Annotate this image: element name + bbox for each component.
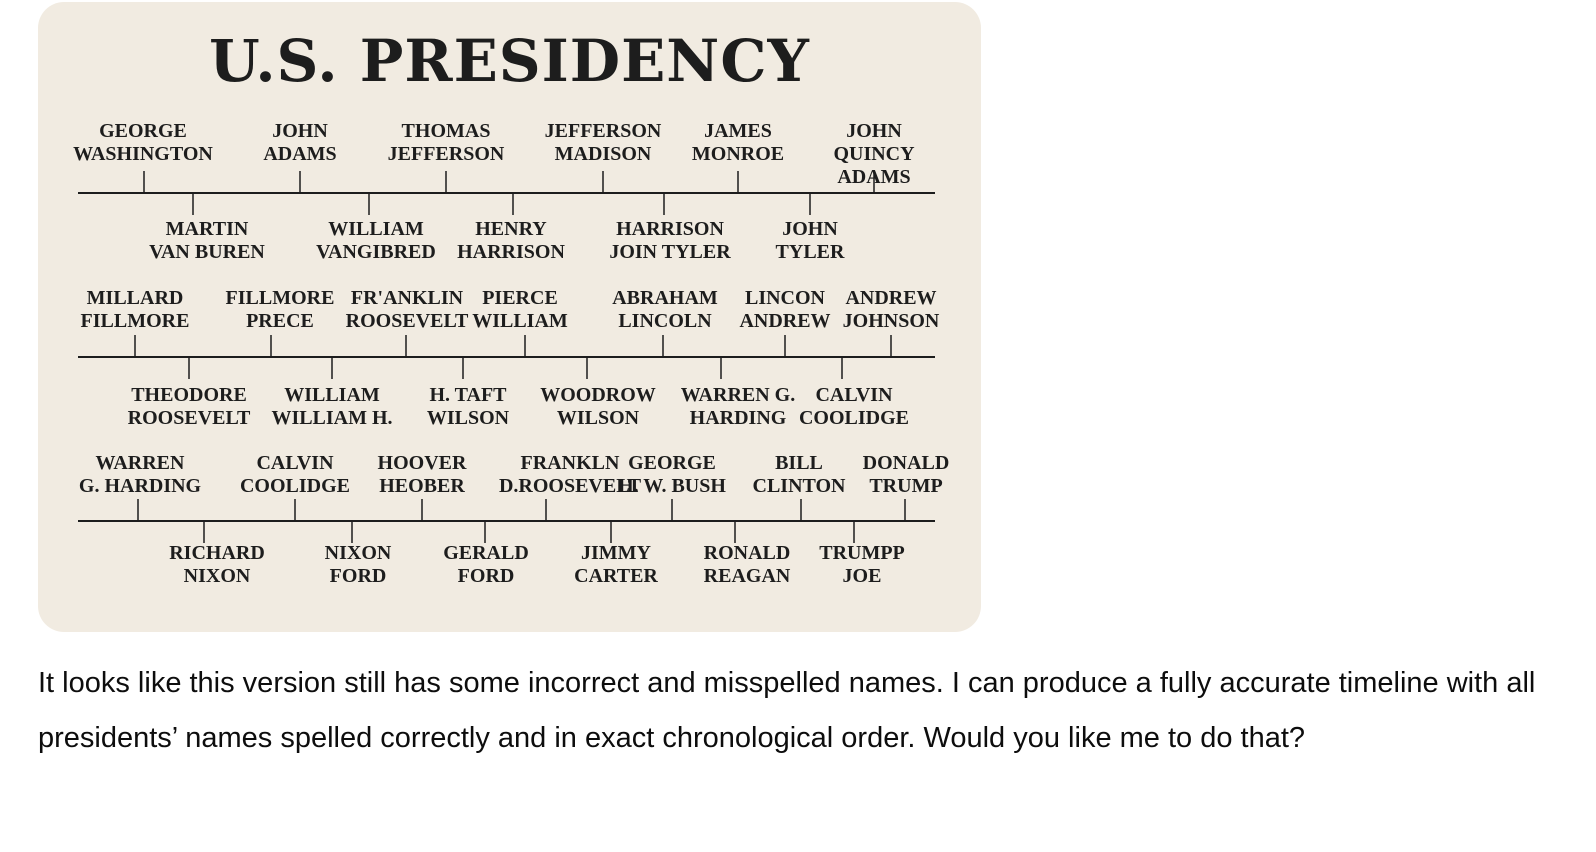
assistant-message: It looks like this version still has some incorrect and misspelled names. I can produce a fully accurate timeline with all presidents’ names spelled correctly and in exact chronological order. Would you like me to do that? [38, 667, 1536, 754]
president-label [739, 287, 830, 333]
president-name-line: JOHNSON [842, 310, 940, 332]
president-name-line: ADAMS [263, 143, 337, 165]
president-name-line: MONROE [691, 143, 785, 165]
president-name-line: ABRAHAM [612, 287, 718, 309]
president-name-line: BILL [775, 452, 823, 474]
president-label [263, 120, 336, 166]
president-label [325, 542, 392, 588]
president-label [545, 120, 662, 166]
president-name-line: TRUMPP [819, 542, 905, 564]
president-label [128, 384, 251, 430]
president-name-line: HARRISON [616, 218, 724, 240]
president-name-line: WARREN [95, 452, 185, 474]
president-label [704, 542, 791, 588]
president-label [681, 384, 795, 430]
president-name-line: JEFFERSON [544, 120, 662, 142]
president-name-line: CALVIN [256, 452, 334, 474]
president-name-line: COOLIDGE [239, 475, 351, 497]
president-name-line: ROOSEVELT [345, 310, 469, 332]
president-label [457, 218, 565, 264]
president-name-line: PIERCE [482, 287, 558, 309]
president-name-line: HEOBER [379, 475, 465, 497]
president-label [443, 542, 529, 588]
president-name-line: REAGAN [703, 565, 791, 587]
president-label [863, 452, 950, 498]
president-name-line: RONALD [703, 542, 791, 564]
president-label [73, 120, 213, 166]
president-label [540, 384, 656, 430]
president-name-line: CALVIN [815, 384, 893, 406]
president-name-line: FORD [329, 565, 387, 587]
president-name-line: CLINTON [752, 475, 846, 497]
president-label [226, 287, 335, 333]
president-name-line: WILLIAM [284, 384, 380, 406]
president-name-line: JOHN [846, 120, 902, 142]
president-label [843, 287, 940, 333]
president-name-line: JOHN [272, 120, 328, 142]
president-name-line: WILSON [426, 407, 510, 429]
president-name-line: G. HARDING [78, 475, 202, 497]
president-label [618, 452, 726, 498]
president-label [149, 218, 265, 264]
president-name-line: CARTER [574, 565, 658, 587]
president-label [609, 218, 730, 264]
president-label [427, 384, 509, 430]
president-name-line: MARTIN [165, 218, 249, 240]
president-name-line: H. TAFT [429, 384, 507, 406]
president-name-line: TYLER [775, 241, 845, 263]
president-name-line: WILLIAM [472, 310, 568, 332]
president-name-line: HARRISON [457, 241, 565, 263]
president-name-line: LINCOLN [618, 310, 712, 332]
president-label [574, 542, 658, 588]
president-label [472, 287, 568, 333]
president-name-line: HENRY [475, 218, 547, 240]
president-label [388, 120, 505, 166]
president-name-line: GEORGE [628, 452, 716, 474]
president-name-line: VAN BUREN [149, 241, 265, 263]
president-name-line: LINCON [744, 287, 825, 309]
president-name-line: WOODROW [540, 384, 656, 406]
president-label [378, 452, 467, 498]
president-name-line: NIXON [183, 565, 251, 587]
president-name-line: JOHN [782, 218, 838, 240]
president-label [316, 218, 436, 264]
president-label [776, 218, 845, 264]
president-name-line: PRECE [246, 310, 314, 332]
president-label [833, 120, 914, 189]
president-name-line: TRUMP [869, 475, 943, 497]
president-name-line: JOIN TYLER [609, 241, 731, 263]
president-name-line: ROOSEVELT [127, 407, 251, 429]
president-name-line: MADISON [554, 143, 652, 165]
president-name-line: WILLIAM H. [271, 407, 393, 429]
president-name-line: THOMAS [401, 120, 491, 142]
president-name-line: H. W. BUSH [618, 475, 726, 497]
president-name-line: FILLMORE [80, 310, 190, 332]
president-name-line: FR'ANKLIN [350, 287, 464, 309]
president-name-line: VANGIBRED [316, 241, 436, 263]
president-name-line: JIMMY [581, 542, 651, 564]
president-name-line: WARREN G. [680, 384, 796, 406]
president-name-line: WILSON [556, 407, 640, 429]
president-name-line: DONALD [862, 452, 950, 474]
president-name-line: GERALD [443, 542, 529, 564]
president-name-line: ANDREW [845, 287, 937, 309]
president-name-line: MILLARD [86, 287, 184, 309]
president-name-line: HOOVER [377, 452, 467, 474]
president-label [346, 287, 469, 333]
president-name-line: COOLIDGE [798, 407, 910, 429]
president-name-line: THEODORE [131, 384, 247, 406]
president-name-line: RICHARD [169, 542, 265, 564]
president-name-line: NIXON [324, 542, 392, 564]
president-name-line: ADAMS [837, 166, 911, 188]
card-title: U.S. PRESIDENCY [209, 27, 810, 95]
president-name-line: JAMES [704, 120, 772, 142]
president-name-line: JOE [842, 565, 882, 587]
president-name-line: FORD [457, 565, 515, 587]
president-label [79, 452, 201, 498]
president-label [692, 120, 784, 166]
president-label [240, 452, 350, 498]
president-name-line: FRANKLN [520, 452, 620, 474]
president-name-line: HARDING [689, 407, 787, 429]
president-label [612, 287, 718, 333]
president-label [819, 542, 905, 588]
president-label [81, 287, 190, 333]
president-name-line: JEFFERSON [387, 143, 505, 165]
president-name-line: FILLMORE [225, 287, 335, 309]
president-name-line: WASHINGTON [73, 143, 213, 165]
president-name-line: D.ROOSEVELT [498, 475, 642, 497]
president-label [753, 452, 846, 498]
president-label [799, 384, 909, 430]
president-name-line: ANDREW [739, 310, 831, 332]
timeline-image-card [38, 2, 981, 632]
president-name-line: GEORGE [99, 120, 187, 142]
president-label [271, 384, 392, 430]
president-name-line: QUINCY [833, 143, 915, 165]
president-name-line: WILLIAM [328, 218, 424, 240]
president-label [169, 542, 265, 588]
